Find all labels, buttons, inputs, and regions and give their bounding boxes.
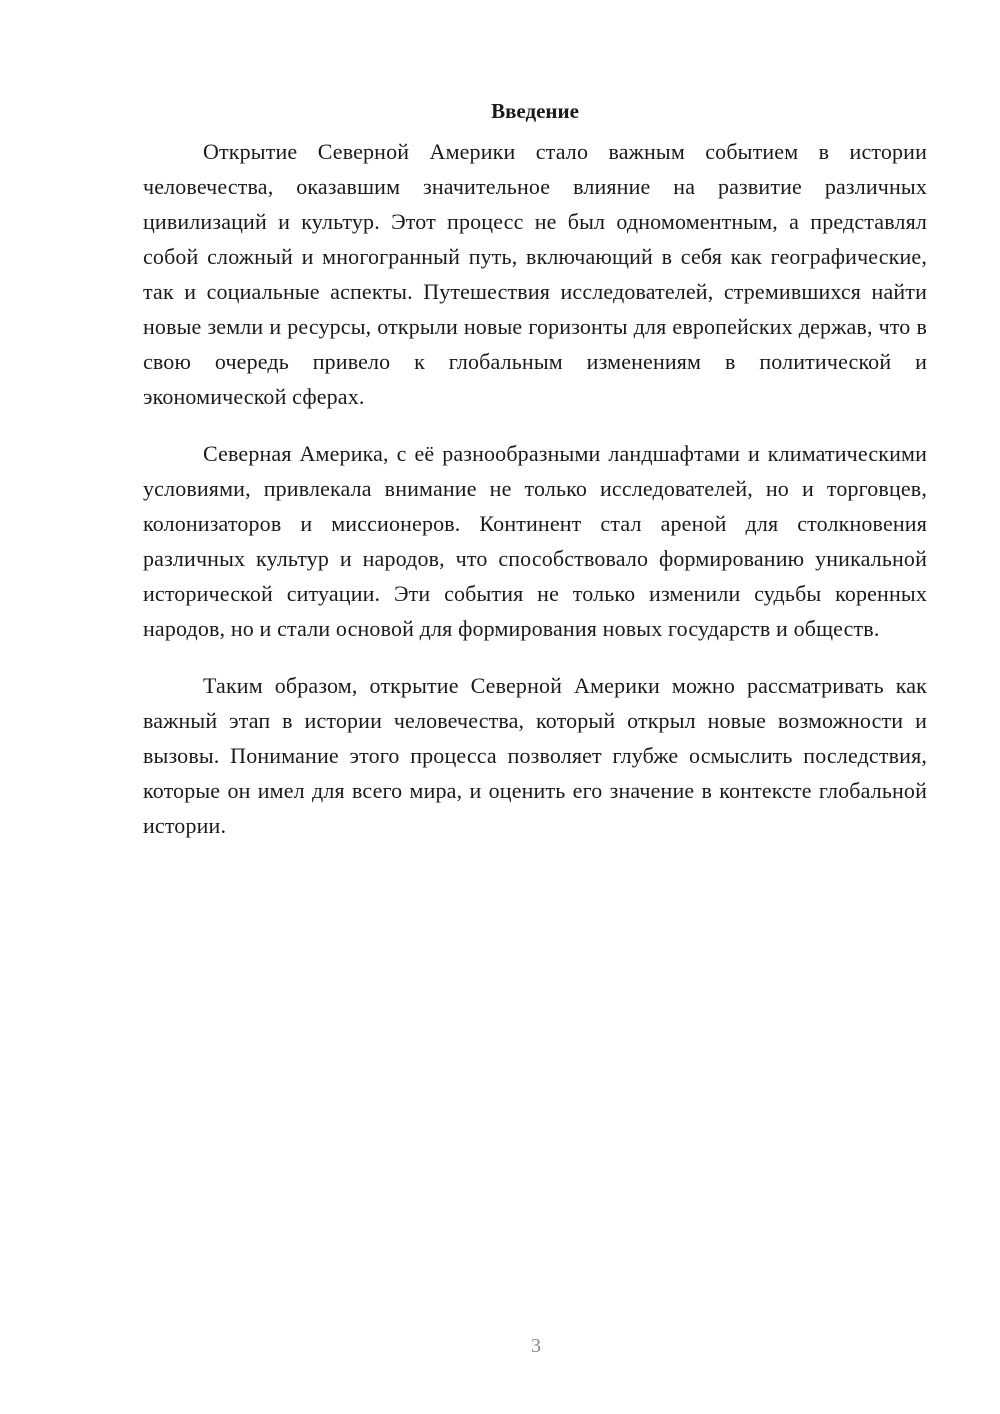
paragraph-3: Таким образом, открытие Северной Америки можно рассматривать как важный этап в истории человечества, который открыл новые возможности и вызовы. Понимание этого процесса позволяет глубже осмыслить последствия, которые он имел для всего мира, и оценить его значение в контексте глобальной истории. xyxy=(143,673,927,838)
paragraph-1: Открытие Северной Америки стало важным событием в истории человечества, оказавшим значительное влияние на развитие различных цивилизаций и культур. Этот процесс не был одномоментным, а представлял собой сложный и многогранный путь, включающий в себя как географические, так и социальные аспекты. Путешествия исследователей, стремившихся найти новые земли и ресурсы, открыли новые горизонты для европейских держав, что в свою очередь привело к глобальным изменениям в политической и экономической сферах. xyxy=(143,139,927,409)
page-number: 3 xyxy=(531,1335,541,1357)
document-body xyxy=(143,96,927,865)
section-title: Введение xyxy=(491,99,579,123)
paragraph-2: Северная Америка, с её разнообразными ландшафтами и климатическими условиями, привлекала внимание не только исследователей, но и торговцев, колонизаторов и миссионеров. Континент стал ареной для столкновения различных культур и народов, что способствовало формированию уникальной исторической ситуации. Эти события не только изменили судьбы коренных народов, но и стали основой для формирования новых государств и обществ. xyxy=(143,441,927,641)
